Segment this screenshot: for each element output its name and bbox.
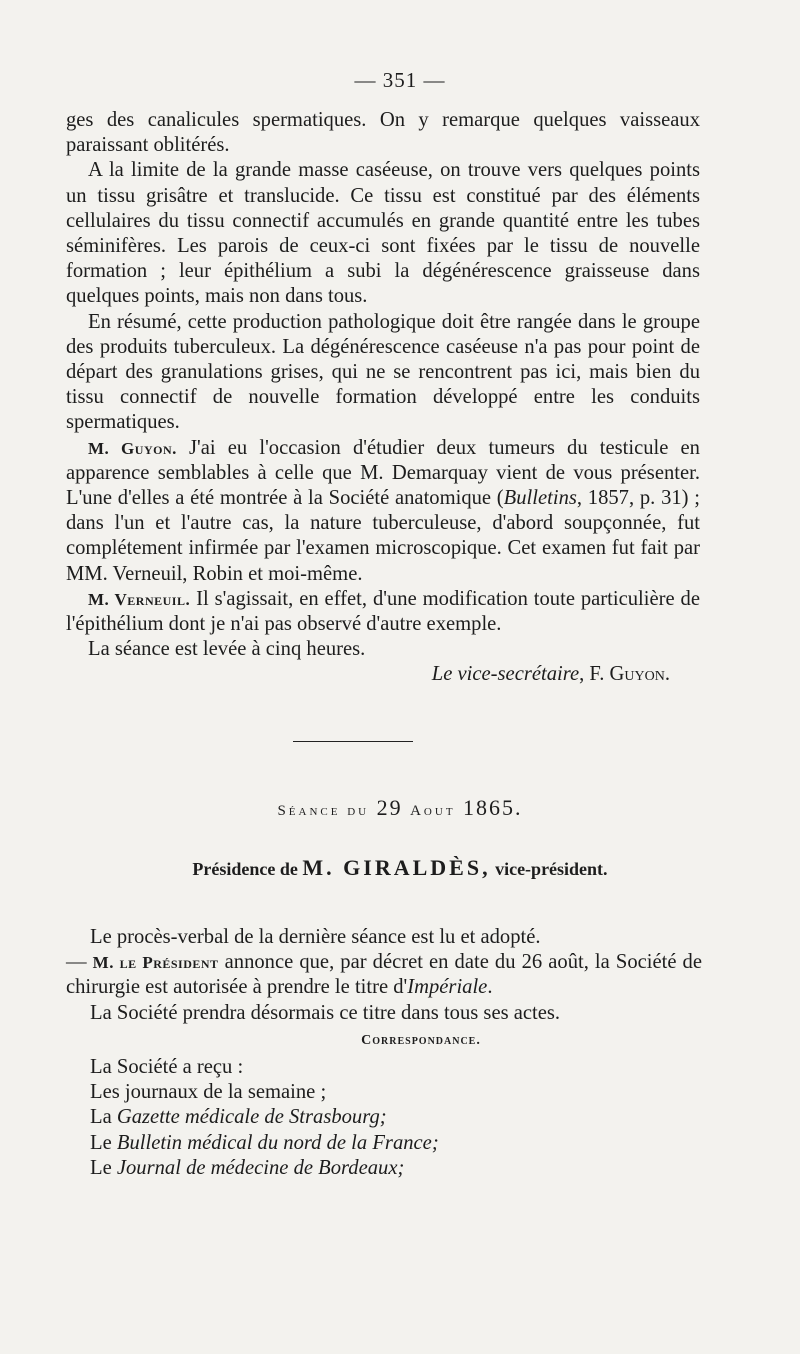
paragraph-minutes: Le procès-verbal de la dernière séance est lu et adopté. (90, 926, 541, 948)
paragraph-closing: La séance est levée à cinq heures. (88, 638, 366, 661)
speaker-president: M. le Président (92, 953, 219, 973)
list-item-prefix: Le (90, 1156, 117, 1179)
list-item (90, 1080, 702, 1105)
president-text-1: annonce que, par décret en date du 26 août, la Société de chirurgie est autorisée à prendre le titre d' (66, 951, 702, 999)
paragraph-summary: En résumé, cette production pathologique doit être rangée dans le groupe des produits tuberculeux. La dégénérescence caséeuse n'a pas pour point de départ des granulations grises, qui ne se rencontrent pas ici, mais bien du tissu connectif de nouvelle formation développé entre les conduits spermatiques. (66, 310, 700, 434)
paragraph-caseous-mass: A la limite de la grande masse caséeuse, on trouve vers quelques points un tissu grisâtre et translucide. Ce tissu est constitué par des éléments cellulaires du tissu connectif accumulés en grande quantité entre les tubes séminifères. Les parois de ceux-ci sont fixées par le tissu de nouvelle formation ; leur épithélium a subi la dégénérescence graisseuse dans quelques points, mais non dans tous. (66, 159, 700, 308)
session-month: Aout (410, 803, 456, 819)
list-item (90, 1105, 702, 1130)
session-title (0, 795, 800, 821)
signature-role: Le vice-secrétaire (431, 663, 580, 686)
signature-name: F. Guyon. (589, 663, 670, 686)
paragraph-verneuil (66, 587, 700, 637)
session-day: 29 (376, 795, 403, 820)
president-italic-imperiale: Impériale (407, 976, 488, 999)
paragraph-president (66, 950, 702, 1000)
president-text-2: . (487, 976, 493, 999)
session-year: 1865. (463, 795, 523, 820)
list-item-prefix: Le (90, 1131, 117, 1154)
list-item-italic: Bulletin médical du nord de la France; (116, 1131, 439, 1154)
president-dash: — (66, 951, 93, 974)
paragraph-guyon (66, 436, 700, 587)
correspondance-heading: Correspondance. (361, 1032, 481, 1048)
presidence-line (0, 855, 800, 881)
session-prefix: Séance du (277, 803, 370, 819)
speaker-guyon: M. Guyon. (88, 438, 177, 458)
presidence-name: M. GIRALDÈS, (302, 855, 491, 880)
guyon-text-1: J'ai eu l'occasion d'étudier deux tumeurs du testicule en apparence semblables à celle que M. Demarquay vient de vous présenter. L'une d'elles a été montrée à la Société anatomique ( (66, 436, 700, 510)
list-item-italic: Gazette médicale de Strasbourg; (116, 1106, 387, 1129)
list-item (90, 1131, 702, 1156)
section-divider (293, 741, 413, 742)
verneuil-text: Il s'agissait, en effet, d'une modification toute particulière de l'épithélium dont je n'ai pas observé d'autre exemple. (66, 587, 700, 636)
paragraph-title: La Société prendra désormais ce titre dans tous ses actes. (90, 1001, 561, 1024)
signature: Le vice-secrétaire, F. Guyon. (431, 663, 670, 686)
paragraph-received: La Société a reçu : (90, 1056, 244, 1079)
presidence-prefix: Présidence de (192, 859, 303, 879)
guyon-text-2: , 1857, p. 31) ; dans l'un et l'autre cas, la nature tuberculeuse, d'abord soupçonnée, fut complétement infirmée par l'examen microscopique. Cet examen fut fait par MM. Verneuil, Robin et moi-même. (66, 487, 700, 585)
presidence-suffix: vice-président. (490, 859, 608, 879)
speaker-verneuil: M. Verneuil. (88, 589, 191, 609)
list-item-prefix: La (90, 1106, 117, 1129)
paragraph-continuation: ges des canalicules spermatiques. On y remarque quelques vaisseaux paraissant oblitérés. (66, 109, 700, 157)
list-item-italic: Journal de médecine de Bordeaux; (116, 1156, 405, 1179)
report-body (66, 108, 700, 688)
list-item-prefix: Les journaux de la semaine ; (90, 1081, 327, 1104)
page-number: — 351 — (354, 68, 446, 92)
session-body (66, 925, 702, 1181)
list-item (90, 1156, 702, 1181)
guyon-italic-bulletins: Bulletins (503, 487, 577, 510)
